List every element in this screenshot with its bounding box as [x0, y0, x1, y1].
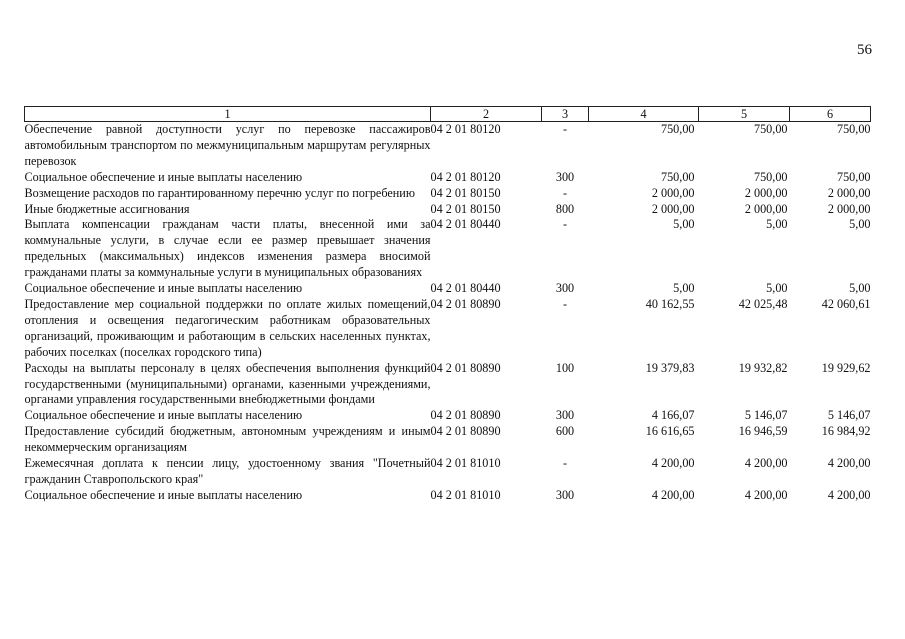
- row-value-col6: 2 000,00: [827, 201, 871, 216]
- row-code: 04 2 01 80890: [430, 424, 501, 439]
- row-value-col5: 16 946,59: [738, 424, 788, 439]
- table-row: [25, 424, 871, 456]
- row-code: 04 2 01 80150: [430, 201, 501, 216]
- row-code: 04 2 01 80890: [430, 360, 501, 375]
- row-value-col5: 5,00: [766, 217, 788, 232]
- row-name: Возмещение расходов по гарантированному перечню услуг по погребению: [24, 185, 415, 200]
- row-name: Социальное обеспечение и иные выплаты населению: [24, 408, 303, 423]
- row-value-col5: 42 025,48: [738, 296, 788, 311]
- row-value-col4: 5,00: [673, 217, 695, 232]
- row-code: 04 2 01 80120: [430, 122, 501, 136]
- row-value-col4: 750,00: [660, 122, 695, 136]
- row-expense-type: 800: [555, 201, 575, 216]
- table-row: [25, 408, 871, 424]
- row-code: 04 2 01 80890: [430, 296, 501, 311]
- row-code: 04 2 01 80440: [430, 281, 501, 296]
- row-value-col5: 4 200,00: [744, 487, 788, 502]
- column-header-5: 5: [699, 107, 790, 122]
- row-value-col5: 4 200,00: [744, 456, 788, 471]
- column-header-1: 1: [25, 107, 431, 122]
- row-value-col5: 2 000,00: [744, 185, 788, 200]
- table-row: [25, 217, 871, 281]
- row-name: Социальное обеспечение и иные выплаты населению: [24, 169, 303, 184]
- row-name: Социальное обеспечение и иные выплаты населению: [24, 487, 303, 502]
- row-value-col6: 42 060,61: [821, 296, 871, 311]
- table-row: [25, 361, 871, 409]
- table-row: [25, 456, 871, 488]
- row-name: Обеспечение равной доступности услуг по перевозке пассажиров автомобильным транспортом по межмуниципальным маршрутам регулярных перевозок: [24, 122, 431, 168]
- row-value-col4: 40 162,55: [645, 296, 695, 311]
- row-name: Социальное обеспечение и иные выплаты населению: [24, 281, 303, 296]
- row-value-col6: 4 200,00: [827, 456, 871, 471]
- row-value-col5: 5,00: [766, 281, 788, 296]
- table-row: [25, 488, 871, 504]
- row-value-col5: 750,00: [753, 169, 788, 184]
- row-value-col5: 19 932,82: [738, 360, 788, 375]
- row-name: Расходы на выплаты персоналу в целях обеспечения выполнения функций государственными (муниципальными) органами, казенными учреждениями, органами управления государственными внебюджетными фондами: [24, 360, 431, 407]
- row-value-col4: 750,00: [660, 169, 695, 184]
- row-value-col4: 19 379,83: [645, 360, 695, 375]
- row-expense-type: 300: [555, 487, 575, 502]
- table-row: [25, 202, 871, 218]
- row-value-col5: 750,00: [753, 122, 788, 136]
- row-value-col5: 2 000,00: [744, 201, 788, 216]
- row-name: Предоставление мер социальной поддержки по оплате жилых помещений, отопления и освещения педагогическим работникам образовательных организаций, проживающим и работающим в сельских населенных пунктах, рабочих поселках (поселках городского типа): [24, 296, 431, 359]
- row-value-col6: 750,00: [836, 169, 871, 184]
- row-value-col4: 2 000,00: [651, 185, 695, 200]
- row-code: 04 2 01 80120: [430, 169, 501, 184]
- row-value-col6: 19 929,62: [821, 360, 871, 375]
- row-name: Ежемесячная доплата к пенсии лицу, удостоенному звания "Почетный гражданин Ставропольского края": [24, 456, 431, 486]
- row-code: 04 2 01 81010: [430, 487, 501, 502]
- budget-table: [24, 106, 871, 504]
- row-value-col6: 5,00: [849, 217, 871, 232]
- row-expense-type: -: [562, 456, 568, 471]
- row-name: Иные бюджетные ассигнования: [24, 201, 190, 216]
- row-code: 04 2 01 80150: [430, 185, 501, 200]
- column-header-3: 3: [542, 107, 589, 122]
- row-value-col4: 16 616,65: [645, 424, 695, 439]
- row-code: 04 2 01 81010: [430, 456, 501, 471]
- row-value-col6: 5 146,07: [827, 408, 871, 423]
- row-value-col5: 5 146,07: [744, 408, 788, 423]
- table-row: [25, 297, 871, 361]
- row-expense-type: 300: [555, 408, 575, 423]
- row-value-col4: 4 200,00: [651, 487, 695, 502]
- table-row: [25, 170, 871, 186]
- row-expense-type: 300: [555, 281, 575, 296]
- table-header-row: [25, 107, 871, 122]
- row-value-col4: 4 166,07: [651, 408, 695, 423]
- row-expense-type: 300: [555, 169, 575, 184]
- table-row: [25, 186, 871, 202]
- row-expense-type: -: [562, 185, 568, 200]
- row-name: Предоставление субсидий бюджетным, автономным учреждениям и иным некоммерческим организациям: [24, 424, 431, 455]
- column-header-4: 4: [589, 107, 699, 122]
- page-number: 56: [857, 42, 872, 58]
- column-header-6: 6: [790, 107, 871, 122]
- row-value-col4: 4 200,00: [651, 456, 695, 471]
- row-expense-type: -: [562, 122, 568, 136]
- row-expense-type: 100: [555, 360, 575, 375]
- row-expense-type: -: [562, 296, 568, 311]
- row-value-col4: 5,00: [673, 281, 695, 296]
- row-code: 04 2 01 80890: [430, 408, 501, 423]
- row-expense-type: -: [562, 217, 568, 232]
- row-value-col6: 4 200,00: [827, 487, 871, 502]
- row-expense-type: 600: [555, 424, 575, 439]
- row-name: Выплата компенсации гражданам части платы, внесенной ими за коммунальные услуги, в случае если ее размер превышает значения предельных (максимальных) индексов изменения размера вносимой гражданами платы за коммунальные услуги в муниципальных образованиях: [24, 217, 431, 280]
- table-row: [25, 281, 871, 297]
- row-value-col6: 5,00: [849, 281, 871, 296]
- column-header-2: 2: [431, 107, 542, 122]
- row-value-col6: 750,00: [836, 122, 871, 136]
- row-value-col4: 2 000,00: [651, 201, 695, 216]
- row-code: 04 2 01 80440: [430, 217, 501, 232]
- row-value-col6: 2 000,00: [827, 185, 871, 200]
- table-row: [25, 122, 871, 170]
- row-value-col6: 16 984,92: [821, 424, 871, 439]
